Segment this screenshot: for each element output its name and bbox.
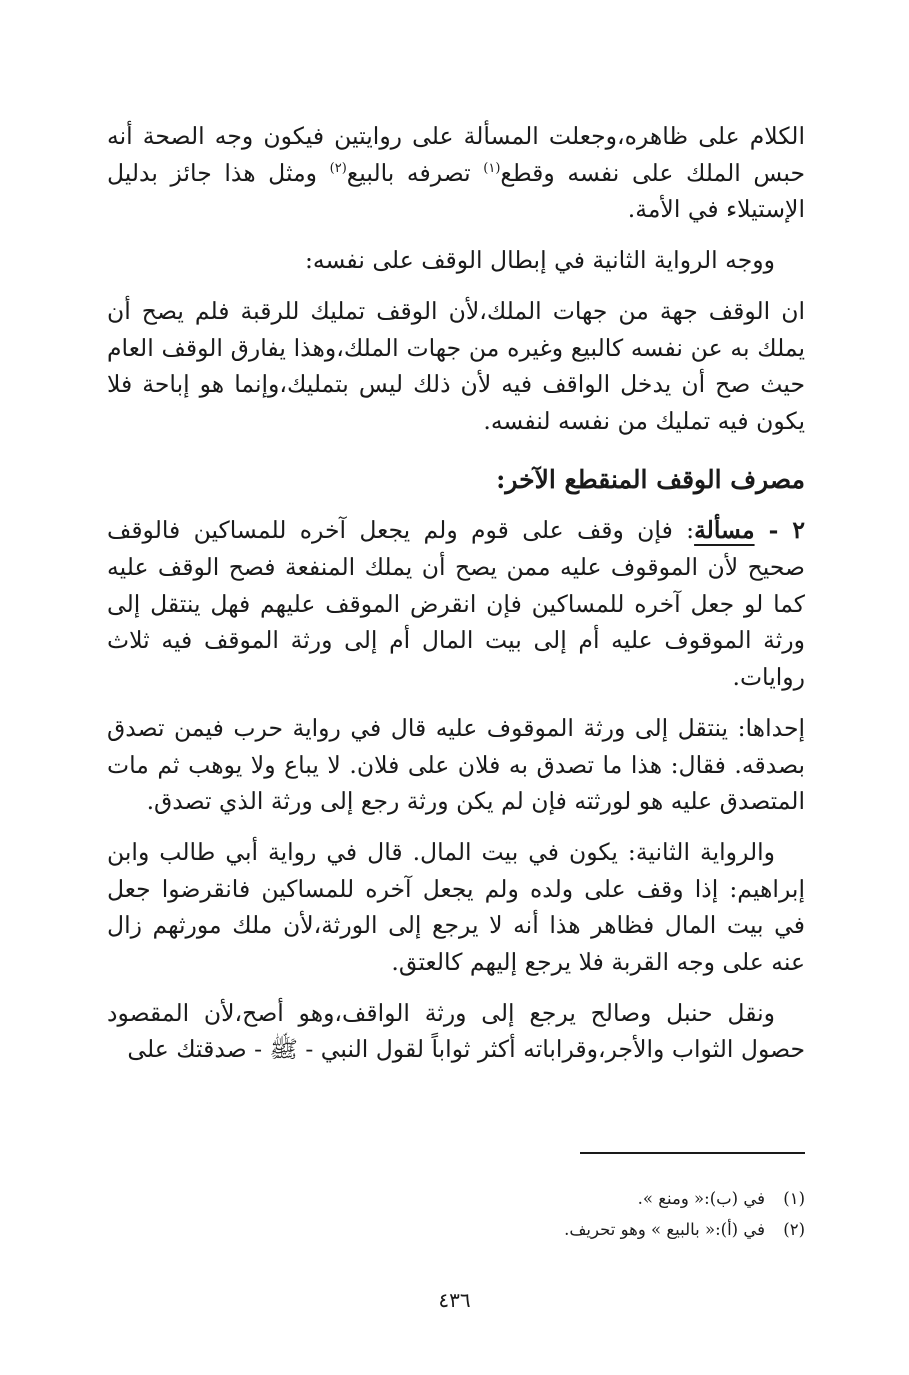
main-text xyxy=(107,118,805,1082)
footnote-2-text: في (أ):« بالبيع » وهو تحريف. xyxy=(564,1220,765,1239)
paragraph-4-text: : فإن وقف على قوم ولم يجعل آخره للمساكين فالوقف صحيح لأن الموقوف عليه ممن يصح أن يملك المنفعة فصح الوقف عليه كما لو جعل آخره للمساكين فإن انقرض الموقف عليهم فهل ينتقل إلى ورثة الموقوف عليه أم إلى بيت المال أم إلى ورثة الموقف فيه ثلاث روايات. xyxy=(107,516,805,692)
paragraph-1-end: ومثل هذا جائز بدليل الإستيلاء في الأمة. xyxy=(107,158,805,224)
issue-number: ٢ - xyxy=(754,516,806,545)
paragraph-4 xyxy=(107,512,805,696)
paragraph-6: والرواية الثانية: يكون في بيت المال. قال في رواية أبي طالب وابن إبراهيم: إذا وقف على ولده ولم يجعل آخره للمساكين فانقرضوا جعل في بيت المال فظاهر هذا أنه لا يرجع إلى الورثة،لأن ملك مورثهم زال عنه على وجه القربة فلا يرجع إليهم كالعتق. xyxy=(107,837,805,977)
paragraph-7: ونقل حنبل وصالح يرجع إلى ورثة الواقف،وهو أصح،لأن المقصود حصول الثواب والأجر،وقراباته أكثر ثواباً لقول النبي - ﷺ - صدقتك على xyxy=(107,998,805,1064)
footnotes xyxy=(305,1183,805,1245)
page-number: ٤٣٦ xyxy=(438,1288,471,1312)
paragraph-2: ووجه الرواية الثانية في إبطال الوقف على نفسه: xyxy=(304,246,775,275)
footnote-divider xyxy=(580,1152,805,1154)
footnote-1-number: (١) xyxy=(783,1189,805,1208)
footnote-ref-2: (٢) xyxy=(329,160,347,176)
paragraph-1 xyxy=(107,118,805,228)
paragraph-5: إحداها: ينتقل إلى ورثة الموقوف عليه قال في رواية حرب فيمن تصدق بصدقه. فقال: هذا ما تصدق به فلان على فلان. لا يباع ولا يوهب ثم مات المتصدق عليه هو لورثته فإن لم يكن ورثة رجع إلى ورثة الذي تصدق. xyxy=(107,713,805,816)
footnote-1 xyxy=(305,1183,805,1214)
footnote-2-number: (٢) xyxy=(783,1220,805,1239)
section-heading: مصرف الوقف المنقطع الآخر: xyxy=(496,464,805,494)
footnote-ref-1: (١) xyxy=(483,160,501,176)
paragraph-1-mid: تصرفه بالبيع xyxy=(346,158,484,187)
footnote-1-text: في (ب):« ومنع ». xyxy=(637,1189,765,1208)
paragraph-1-text: الكلام على ظاهره،وجعلت المسألة على روايتين فيكون وجه الصحة أنه حبس الملك على نفسه وقطع xyxy=(107,122,805,187)
footnote-2 xyxy=(305,1214,805,1245)
paragraph-3: ان الوقف جهة من جهات الملك،لأن الوقف تمليك للرقبة فلم يصح أن يملك به عن نفسه كالبيع وغيره من جهات الملك،وهذا يفارق الوقف العام حيث صح أن يدخل الواقف فيه لأن ذلك ليس بتمليك،وإنما هو إباحة فلا يكون فيه تمليك من نفسه لنفسه. xyxy=(107,296,805,435)
issue-label: مسألة xyxy=(694,516,755,545)
